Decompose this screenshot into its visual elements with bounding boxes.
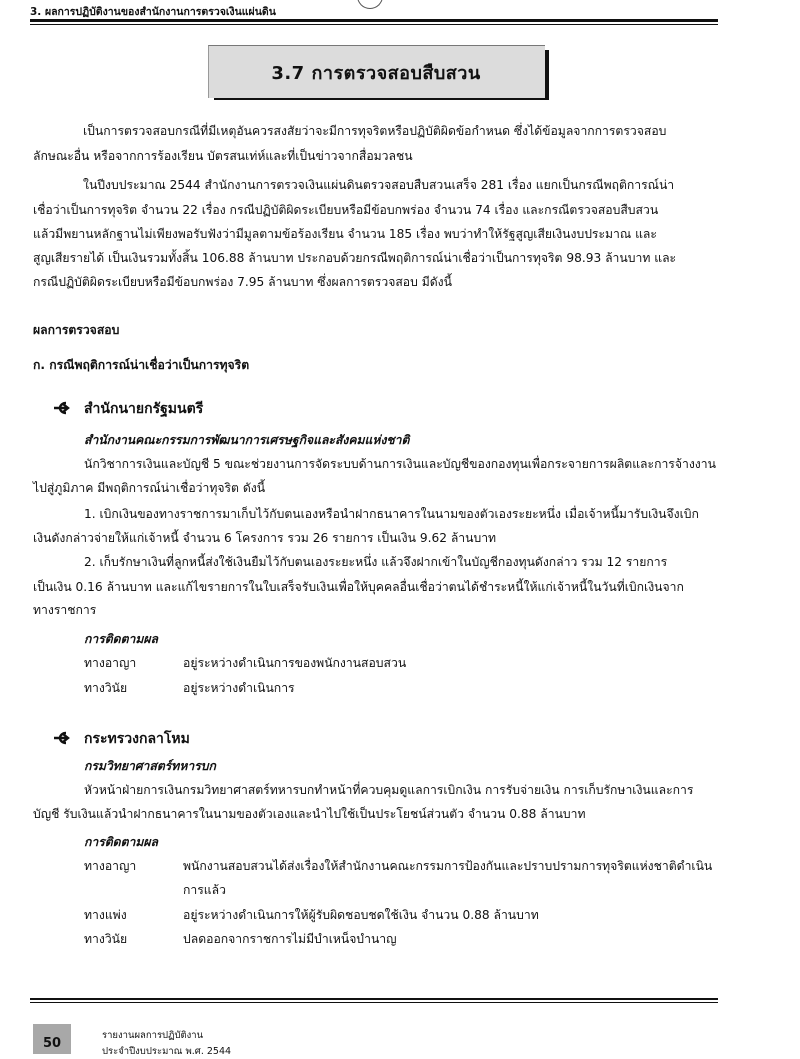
office2-followup-text-criminal-l2: การแล้ว — [183, 883, 226, 897]
office2-followup-text-criminal-l1: พนักงานสอบสวนได้ส่งเรื่องให้สำนักงานคณะกรรมการป้องกันและปราบปรามการทุจริตแห่งชาติดำเนิน — [183, 859, 713, 873]
arrow-bullet-icon — [52, 731, 72, 745]
office2-followup-heading: การติดตามผล — [84, 835, 158, 849]
footer-report-year: ประจำปีงบประมาณ พ.ศ. 2544 — [102, 1046, 232, 1057]
intro-p2-line5: กรณีปฏิบัติผิดระเบียบหรือมีข้อบกพร่อง 7.95 ล้านบาท ซึ่งผลการตรวจสอบ มีดังนี้ — [33, 275, 452, 289]
office1-item1-line2: เงินดังกล่าวจ่ายให้แก่เจ้าหนี้ จำนวน 6 โครงการ รวม 26 รายการ เป็นเงิน 9.62 ล้านบาท — [33, 531, 497, 545]
running-header: 3. ผลการปฏิบัติงานของสำนักงานการตรวจเงินแผ่นดิน — [30, 6, 276, 18]
section-title: 3.7 การตรวจสอบสืบสวน — [271, 63, 481, 84]
office1-followup-text-discipline: อยู่ระหว่างดำเนินการ — [183, 681, 295, 695]
intro-p2-line2: เชื่อว่าเป็นการทุจริต จำนวน 22 เรื่อง กรณีปฏิบัติผิดระเบียบหรือมีข้อบกพร่อง จำนวน 74 เรื่อง และกรณีตรวจสอบสืบสวน — [33, 203, 659, 217]
ministry-1-heading: สำนักนายกรัฐมนตรี — [84, 401, 204, 417]
case-a-heading: ก. กรณีพฤติการณ์น่าเชื่อว่าเป็นการทุจริต — [33, 358, 250, 372]
page-number: 50 — [42, 1036, 62, 1051]
office1-followup-text-criminal: อยู่ระหว่างดำเนินการของพนักงานสอบสวน — [183, 656, 407, 670]
office1-item2-line1: 2. เก็บรักษาเงินที่ลูกหนี้ส่งใช้เงินยืมไว้กับตนเองระยะหนึ่ง แล้วจึงฝากเข้าในบัญชีกองทุนดังกล่าว รวม 12 รายการ — [84, 555, 668, 569]
office2-desc-line1: หัวหน้าฝ่ายการเงินกรมวิทยาศาสตร์ทหารบกทำหน้าที่ควบคุมดูแลการเบิกเงิน การรับจ่ายเงิน การเก็บรักษาเงินและการ — [84, 783, 694, 797]
intro-p2-line4: สูญเสียรายได้ เป็นเงินรวมทั้งสิ้น 106.88 ล้านบาท ประกอบด้วยกรณีพฤติการณ์น่าเชื่อว่าเป็นการทุจริต 98.93 ล้านบาท และ — [33, 251, 677, 265]
footer-report-title: รายงานผลการปฏิบัติงาน — [102, 1030, 204, 1041]
ministry-2-heading: กระทรวงกลาโหม — [84, 731, 190, 747]
footer-rule-thick — [30, 998, 718, 1000]
intro-p2-line1: ในปีงบประมาณ 2544 สำนักงานการตรวจเงินแผ่นดินตรวจสอบสืบสวนเสร็จ 281 เรื่อง แยกเป็นกรณีพฤติการณ์น่า — [83, 178, 675, 192]
header-rule-thick — [30, 19, 718, 22]
agency-2-heading: กรมวิทยาศาสตร์ทหารบก — [84, 759, 216, 773]
office1-followup-heading: การติดตามผล — [84, 632, 158, 646]
office1-item2-line3: ทางราชการ — [33, 603, 97, 617]
office1-followup-label-discipline: ทางวินัย — [84, 681, 128, 695]
office1-followup-label-criminal: ทางอาญา — [84, 656, 137, 670]
office1-desc-line2: ไปสู่ภูมิภาค มีพฤติการณ์น่าเชื่อว่าทุจริต ดังนี้ — [33, 481, 266, 495]
footer-rule-thin — [30, 1002, 718, 1003]
office2-desc-line2: บัญชี รับเงินแล้วนำฝากธนาคารในนามของตัวเองและนำไปใช้เป็นประโยชน์ส่วนตัว จำนวน 0.88 ล้านบาท — [33, 807, 586, 821]
office1-item1-line1: 1. เบิกเงินของทางราชการมาเก็บไว้กับตนเองหรือนำฝากธนาคารในนามของตัวเองระยะหนึ่ง เมื่อเจ้าหนี้มารับเงินจึงเบิก — [84, 507, 699, 521]
header-rule-thin — [30, 24, 718, 25]
agency-1-heading: สำนักงานคณะกรรมการพัฒนาการเศรษฐกิจและสังคมแห่งชาติ — [84, 433, 410, 447]
emblem-icon — [357, 0, 383, 9]
office2-followup-text-discipline: ปลดออกจากราชการไม่มีบำเหน็จบำนาญ — [183, 932, 397, 946]
office2-followup-text-civil: อยู่ระหว่างดำเนินการให้ผู้รับผิดชอบชดใช้เงิน จำนวน 0.88 ล้านบาท — [183, 908, 539, 922]
office2-followup-label-civil: ทางแพ่ง — [84, 908, 127, 922]
office2-followup-label-discipline: ทางวินัย — [84, 932, 128, 946]
intro-p1-line1: เป็นการตรวจสอบกรณีที่มีเหตุอันควรสงสัยว่าจะมีการทุจริตหรือปฏิบัติผิดข้อกำหนด ซึ่งได้ข้อมูลจากการตรวจสอบ — [83, 124, 667, 138]
arrow-bullet-icon — [52, 401, 72, 415]
results-heading: ผลการตรวจสอบ — [33, 323, 120, 337]
intro-p1-line2: ลักษณะอื่น หรือจากการร้องเรียน บัตรสนเท่ห์และที่เป็นข่าวจากสื่อมวลชน — [33, 149, 413, 163]
office1-desc-line1: นักวิชาการเงินและบัญชี 5 ขณะช่วยงานการจัดระบบด้านการเงินและบัญชีของกองทุนเพื่อกระจายการผลิตและการจ้างงาน — [84, 457, 716, 471]
office1-item2-line2: เป็นเงิน 0.16 ล้านบาท และแก้ไขรายการในใบเสร็จรับเงินเพื่อให้บุคคลอื่นเชื่อว่าตนได้ชำระหนี้ให้แก่เจ้าหนี้ในวันที่เบิกเงินจาก — [33, 580, 684, 594]
intro-p2-line3: แล้วมีพยานหลักฐานไม่เพียงพอรับฟังว่ามีมูลตามข้อร้องเรียน จำนวน 185 เรื่อง พบว่าทำให้รัฐสูญเสียเงินงบประมาณ และ — [33, 227, 657, 241]
office2-followup-label-criminal: ทางอาญา — [84, 859, 137, 873]
